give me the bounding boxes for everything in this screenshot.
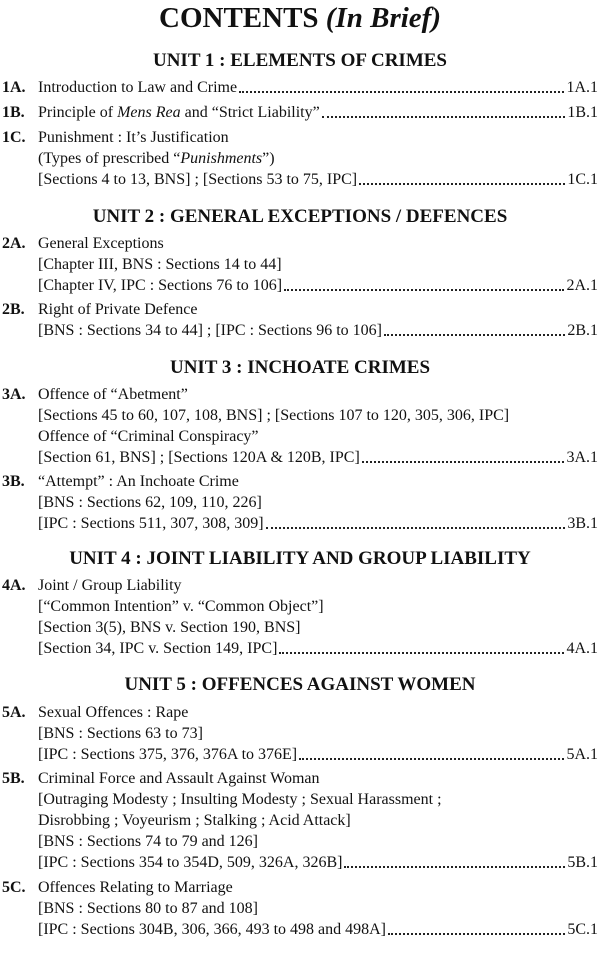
toc-entry-5c[interactable]	[38, 920, 598, 940]
entry-title: Joint / Group Liability	[38, 577, 182, 594]
entry-subline: [IPC : Sections 511, 307, 308, 309]	[38, 515, 264, 532]
unit-1-heading: UNIT 1 : ELEMENTS OF CRIMES	[152, 50, 448, 71]
dot-leader	[239, 91, 564, 93]
entry-number: 5C.	[2, 879, 26, 896]
page-ref: 5A.1	[566, 746, 598, 763]
entry-subline: [BNS : Sections 34 to 44] ; [IPC : Sections 96 to 106]	[38, 322, 382, 339]
page-ref: 2B.1	[567, 322, 598, 339]
page-ref: 5C.1	[567, 921, 598, 938]
entry-number: 3A.	[2, 386, 26, 403]
page-ref: 5B.1	[567, 854, 598, 871]
unit-2-heading: UNIT 2 : GENERAL EXCEPTIONS / DEFENCES	[92, 206, 508, 227]
title-sub: (In Brief)	[325, 2, 441, 34]
toc-entry-3a[interactable]	[38, 448, 598, 468]
page-ref: 1C.1	[567, 171, 598, 188]
page-ref: 1A.1	[566, 79, 598, 96]
entry-subline: [Sections 4 to 13, BNS] ; [Sections 53 to 75, IPC]	[38, 171, 358, 188]
dot-leader	[359, 183, 565, 185]
entry-number: 3B.	[2, 473, 25, 490]
entry-title: Right of Private Defence	[38, 301, 198, 318]
entry-number: 4A.	[2, 577, 26, 594]
entry-subline: [BNS : Sections 63 to 73]	[38, 725, 203, 742]
entry-number: 1A.	[2, 79, 26, 96]
entry-subline: [Section 34, IPC v. Section 149, IPC]	[38, 640, 278, 657]
toc-entry-5b[interactable]	[38, 853, 598, 873]
toc-entry-1a[interactable]	[38, 78, 598, 98]
entry-subline: Offence of “Criminal Conspiracy”	[38, 428, 259, 445]
unit-5-heading: UNIT 5 : OFFENCES AGAINST WOMEN	[124, 674, 476, 695]
page-ref: 4A.1	[566, 640, 598, 657]
entry-subline: [BNS : Sections 74 to 79 and 126]	[38, 833, 258, 850]
dot-leader	[284, 289, 564, 291]
unit-4-heading: UNIT 4 : JOINT LIABILITY AND GROUP LIABILITY	[69, 548, 531, 569]
toc-entry-1c[interactable]	[38, 170, 598, 190]
dot-leader	[362, 461, 565, 463]
entry-number: 1C.	[2, 129, 26, 146]
toc-entry-2a[interactable]	[38, 276, 598, 296]
entry-subline: [Section 3(5), BNS v. Section 190, BNS]	[38, 619, 301, 636]
dot-leader	[266, 527, 566, 529]
entry-subline: [IPC : Sections 304B, 306, 366, 493 to 498 and 498A]	[38, 921, 386, 938]
entry-subline: (Types of prescribed “Punishments”)	[38, 150, 275, 167]
entry-subline: [“Common Intention” v. “Common Object”]	[38, 598, 324, 615]
toc-entry-3b[interactable]	[38, 514, 598, 534]
dot-leader	[344, 866, 565, 868]
entry-title: Offence of “Abetment”	[38, 386, 188, 403]
toc-entry-4a[interactable]	[38, 639, 598, 659]
entry-subline: [Section 61, BNS] ; [Sections 120A & 120B, IPC]	[38, 449, 360, 466]
entry-title: “Attempt” : An Inchoate Crime	[38, 473, 239, 490]
page-ref: 1B.1	[567, 104, 598, 121]
entry-title: Sexual Offences : Rape	[38, 704, 189, 721]
entry-title: Punishment : It’s Justification	[38, 129, 229, 146]
page-title	[0, 2, 600, 34]
entry-title: General Exceptions	[38, 235, 164, 252]
entry-subline: [Chapter IV, IPC : Sections 76 to 106]	[38, 277, 283, 294]
page-ref: 3A.1	[566, 449, 598, 466]
dot-leader	[299, 758, 564, 760]
dot-leader	[388, 933, 565, 935]
dot-leader	[322, 116, 566, 118]
entry-number: 2B.	[2, 301, 25, 318]
entry-number: 5B.	[2, 770, 25, 787]
entry-subline: [Outraging Modesty ; Insulting Modesty ; Sexual Harassment ;	[38, 791, 442, 808]
toc-entry-1b[interactable]	[38, 103, 598, 123]
entry-subline: [Chapter III, BNS : Sections 14 to 44]	[38, 256, 282, 273]
entry-subline: [BNS : Sections 80 to 87 and 108]	[38, 900, 258, 917]
entry-subline: Disrobbing ; Voyeurism ; Stalking ; Acid Attack]	[38, 812, 351, 829]
entry-title: Criminal Force and Assault Against Woman	[38, 770, 320, 787]
entry-subline: [IPC : Sections 354 to 354D, 509, 326A, 326B]	[38, 854, 343, 871]
dot-leader	[384, 334, 565, 336]
title-main: CONTENTS	[159, 2, 319, 34]
page-ref: 2A.1	[566, 277, 598, 294]
toc-entry-5a[interactable]	[38, 745, 598, 765]
entry-subline: [Sections 45 to 60, 107, 108, BNS] ; [Sections 107 to 120, 305, 306, IPC]	[38, 407, 510, 424]
entry-title: Offences Relating to Marriage	[38, 879, 233, 896]
toc-entry-2b[interactable]	[38, 321, 598, 341]
entry-subline: [BNS : Sections 62, 109, 110, 226]	[38, 494, 262, 511]
dot-leader	[279, 652, 564, 654]
unit-3-heading: UNIT 3 : INCHOATE CRIMES	[169, 357, 431, 378]
entry-title: Introduction to Law and Crime	[38, 79, 238, 96]
entry-subline: [IPC : Sections 375, 376, 376A to 376E]	[38, 746, 298, 763]
entry-number: 1B.	[2, 104, 25, 121]
entry-title: Principle of Mens Rea and “Strict Liability”	[38, 104, 320, 121]
page-ref: 3B.1	[567, 515, 598, 532]
entry-number: 2A.	[2, 235, 26, 252]
entry-number: 5A.	[2, 704, 26, 721]
